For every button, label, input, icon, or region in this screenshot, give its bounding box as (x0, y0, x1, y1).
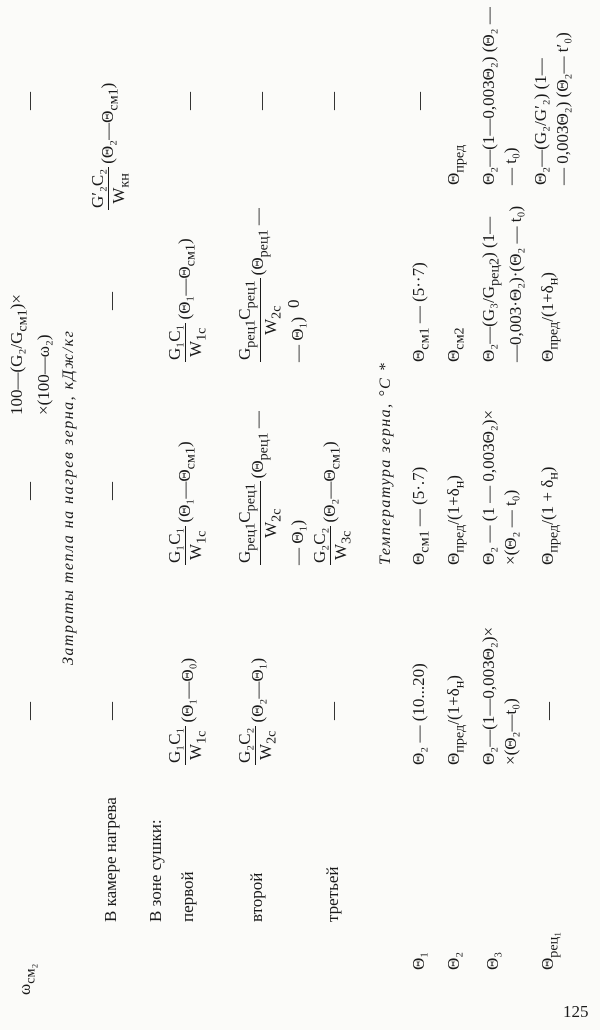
cell-chamber-c4: G′₂C₂ $W_{кн}$ $(\Theta_2—\Theta_{см1})$ (88, 82, 133, 208)
row-label-omega: $\omega_{см_2}$ (15, 963, 39, 995)
cell-t3-c4: Θ₂—(1—0,003Θ₂) (Θ₂ — — t₀) (479, 7, 520, 185)
cell-chamber-c2: — (101, 482, 121, 500)
section-temp: Температура зерна, °С * (377, 361, 394, 565)
cell-t4-c4: Θ₂—(G₂/G′₂) (1— — 0,003Θ₂) (Θ₂— t′₀) (531, 32, 572, 185)
row-label-second: второй (247, 872, 266, 922)
page-number: 125 (563, 1002, 589, 1021)
cell-t2-c1: $\Theta_{пред}/(1+\delta_н)$ (444, 675, 468, 765)
cell-t4-c3: $\Theta_{пред}/(1+\delta_н)$ (538, 272, 562, 362)
cell-t1-c4: — (409, 92, 429, 110)
cell-t3-c2: Θ₂ — (1 — 0,003Θ₂)× ×(Θ₂ — t₀) (479, 409, 520, 565)
cell-omega-c3: $100—(G_2/G_{см1})\times$ ×(100—ω₂) (7, 294, 54, 415)
row-label-zone: В зоне сушки: (146, 819, 165, 922)
cell-second-c2: $G_{рец1}C_{рец1}$ $W_{2c}$ ($\Theta_{рец1}$ — — Θ₁) (235, 411, 307, 565)
cell-first-c1: G₁C₁ $W_{1c}$ (Θ₁—Θ₀) (165, 657, 210, 763)
cell-first-c4: — (179, 92, 199, 110)
row-label-chamber: В камере нагрева (101, 797, 120, 922)
cell-t2-c4: $\Theta_{пред}$ (444, 144, 468, 185)
cell-t4-c2: $\Theta_{пред}/(1 + \delta_н)$ (538, 466, 562, 565)
row-label-theta2: Θ₂ (444, 951, 463, 970)
cell-chamber-c3: — (101, 292, 121, 310)
cell-t2-c3: $\Theta_{см2}$ (444, 327, 468, 362)
cell-first-c3: G₁C₁ $W_{1c}$ $(\Theta_1—\Theta_{см1})$ (165, 238, 210, 360)
cell-third-c4: — (323, 92, 343, 110)
cell-t2-c2: $\Theta_{пред}/(1+\delta_н)$ (444, 475, 468, 565)
cell-t3-c3: $\Theta_2—(G_3/G_{рец2})$ (1— —0,003·Θ₂)·(Θ₂ — t₀) (479, 205, 526, 362)
cell-second-c4: — (251, 92, 271, 110)
row-label-theta3: Θ₃ (483, 951, 502, 970)
row-label-third: третьей (323, 866, 342, 922)
cell-t4-c1: — (538, 702, 558, 720)
row-label-theta-rec: $\Theta_{рец_1}$ (538, 931, 562, 970)
cell-third-c3: 0 (284, 299, 303, 308)
section-heat: Затраты тепла на нагрев зерна, кДж/кг (60, 329, 77, 665)
row-label-first: первой (178, 871, 197, 922)
cell-first-c2: G₁C₁ $W_{1c}$ $(\Theta_1—\Theta_{см1})$ (165, 441, 210, 563)
cell-t1-c3: $\Theta_{см1}$ — (5··7) (409, 262, 433, 362)
cell-third-c1: — (323, 702, 343, 720)
row-label-theta1: Θ₁ (409, 951, 428, 970)
cell-second-c1: G₂C₂ $W_{2c}$ (Θ₂—Θ₁) (235, 657, 280, 763)
cell-omega-c1: — (19, 702, 39, 720)
cell-chamber-c1: — (101, 702, 121, 720)
cell-omega-c2: — (19, 482, 39, 500)
cell-omega-c4: — (19, 92, 39, 110)
cell-third-c2: G₂C₂ $W_{3c}$ $(\Theta_2—\Theta_{см1})$ (310, 441, 355, 563)
cell-t3-c1: Θ₂—(1—0,003Θ₂)× ×(Θ₂—t₀) (479, 626, 520, 765)
cell-second-c3: $G_{рец1}C_{рец1}$ $W_{2c}$ ($\Theta_{рец1}$ — — Θ₁) (235, 208, 307, 362)
cell-t1-c1: Θ₂ — (10...20) (409, 663, 428, 765)
cell-t1-c2: $\Theta_{см1}$ — (5·.7) (409, 466, 433, 565)
